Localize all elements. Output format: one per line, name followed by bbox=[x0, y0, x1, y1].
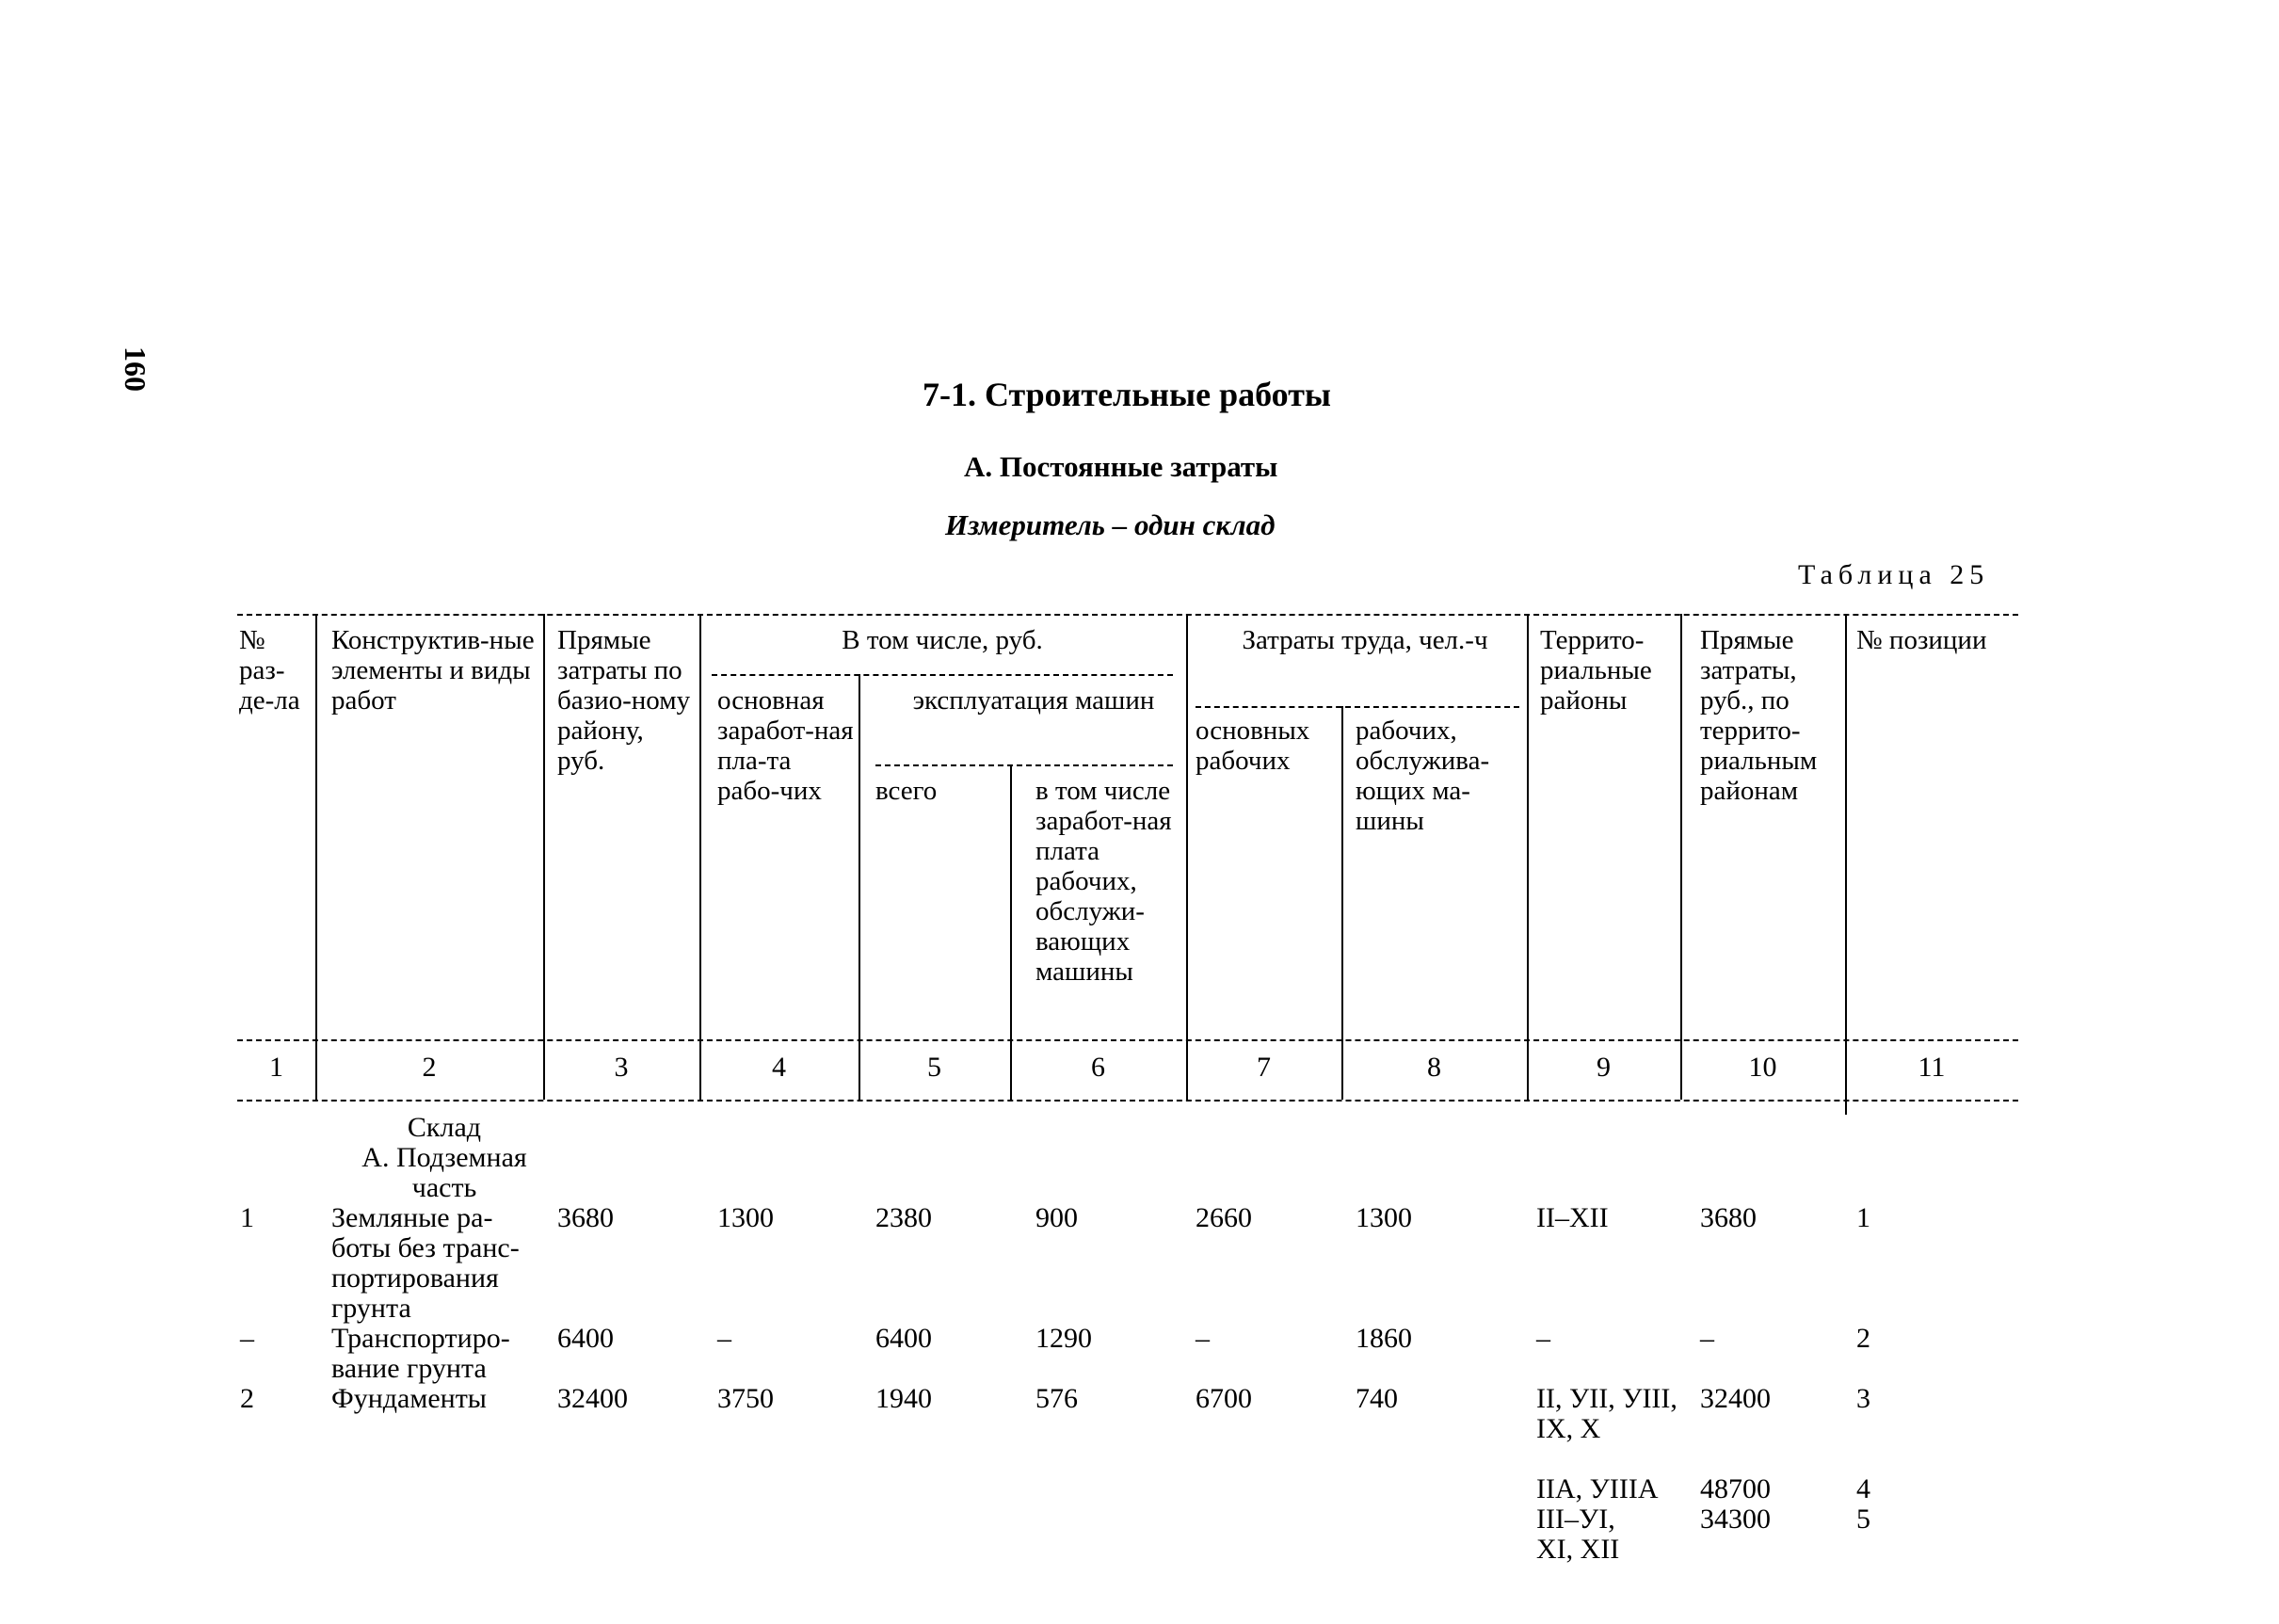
header-machines-wage: в том числе заработ-ная плата рабочих, обслужи-вающих машины bbox=[1035, 776, 1172, 987]
header-districts: Террито-риальные районы bbox=[1540, 625, 1652, 716]
row-machines-wage: 576 bbox=[1035, 1383, 1078, 1414]
colnum-bottom-rule bbox=[237, 1100, 2018, 1101]
header-group-labor: Затраты труда, чел.-ч bbox=[1242, 625, 1488, 655]
row-district: IIА, УIIIА bbox=[1536, 1473, 1659, 1504]
row-machines-total: 1940 bbox=[875, 1383, 932, 1414]
row-work-name: Транспортиро-вание грунта bbox=[331, 1323, 510, 1384]
col-number: 8 bbox=[1427, 1052, 1441, 1083]
col-divider-5 bbox=[1010, 764, 1012, 1100]
row-labor-machines: 1860 bbox=[1356, 1323, 1412, 1354]
machines-group-rule bbox=[875, 764, 1173, 766]
col-divider-6 bbox=[1186, 614, 1188, 1100]
row-district: II, УII, УIII, IX, X bbox=[1536, 1383, 1677, 1444]
row-machines-wage: 1290 bbox=[1035, 1323, 1092, 1354]
col-divider-8 bbox=[1527, 614, 1529, 1100]
rub-group-rule bbox=[712, 674, 1173, 676]
labor-group-rule bbox=[1196, 706, 1519, 708]
row-district-cost: – bbox=[1700, 1323, 1714, 1354]
row-machines-total: 6400 bbox=[875, 1323, 932, 1354]
col-number: 10 bbox=[1748, 1052, 1777, 1083]
row-district-cost: 3680 bbox=[1700, 1202, 1757, 1233]
row-labor-main: – bbox=[1196, 1323, 1210, 1354]
col-number: 4 bbox=[772, 1052, 786, 1083]
col-number: 5 bbox=[927, 1052, 941, 1083]
header-section-number: № раз-де-ла bbox=[239, 625, 300, 716]
header-main-wage: основная заработ-ная пла-та рабо-чих bbox=[717, 685, 854, 806]
row-machines-wage: 900 bbox=[1035, 1202, 1078, 1233]
col-number: 11 bbox=[1918, 1052, 1946, 1083]
row-district: III–УI, XI, XII bbox=[1536, 1503, 1620, 1565]
col-number: 6 bbox=[1091, 1052, 1105, 1083]
row-district: II–XII bbox=[1536, 1202, 1609, 1233]
row-position: 1 bbox=[1856, 1202, 1870, 1233]
col-divider-4 bbox=[859, 674, 860, 1100]
row-district-cost: 32400 bbox=[1700, 1383, 1771, 1414]
row-position: 2 bbox=[1856, 1323, 1870, 1354]
row-district-cost: 48700 bbox=[1700, 1473, 1771, 1504]
row-main-wage: – bbox=[717, 1323, 731, 1354]
col-divider-9 bbox=[1680, 614, 1682, 1100]
header-group-machines: эксплуатация машин bbox=[912, 685, 1155, 716]
row-direct-cost: 32400 bbox=[557, 1383, 628, 1414]
row-section-number: – bbox=[240, 1323, 254, 1354]
row-labor-machines: 740 bbox=[1356, 1383, 1398, 1414]
col-number: 2 bbox=[422, 1052, 437, 1083]
row-district-cost: 34300 bbox=[1700, 1503, 1771, 1535]
row-section-number: 2 bbox=[240, 1383, 254, 1414]
row-position: 5 bbox=[1856, 1503, 1870, 1535]
header-labor-machines: рабочих, обслужива-ющих ма-шины bbox=[1356, 716, 1490, 836]
header-elements: Конструктив-ные элементы и виды работ bbox=[331, 625, 535, 716]
col-number: 3 bbox=[614, 1052, 629, 1083]
header-bottom-rule bbox=[237, 1039, 2018, 1041]
col-number: 7 bbox=[1257, 1052, 1271, 1083]
measure-unit: Измеритель – один склад bbox=[945, 508, 1276, 541]
table-top-rule bbox=[237, 614, 2018, 616]
col-divider-7 bbox=[1341, 706, 1343, 1100]
header-group-rub: В том числе, руб. bbox=[842, 625, 1043, 655]
header-direct-base: Прямые затраты по базио-ному району, руб. bbox=[557, 625, 691, 776]
row-direct-cost: 6400 bbox=[557, 1323, 614, 1354]
row-main-wage: 3750 bbox=[717, 1383, 774, 1414]
row-labor-machines: 1300 bbox=[1356, 1202, 1412, 1233]
row-direct-cost: 3680 bbox=[557, 1202, 614, 1233]
header-position-number: № позиции bbox=[1856, 625, 1987, 655]
header-labor-main: основных рабочих bbox=[1196, 716, 1310, 776]
row-labor-main: 6700 bbox=[1196, 1383, 1252, 1414]
section-heading-line2: А. Подземная часть bbox=[361, 1142, 527, 1203]
page-title: 7-1. Строительные работы bbox=[923, 376, 1331, 413]
col-divider-2 bbox=[543, 614, 545, 1100]
col-divider-10 bbox=[1845, 614, 1847, 1115]
col-number: 9 bbox=[1597, 1052, 1611, 1083]
row-main-wage: 1300 bbox=[717, 1202, 774, 1233]
page-number: 160 bbox=[119, 346, 152, 392]
row-district: – bbox=[1536, 1323, 1550, 1354]
col-number: 1 bbox=[269, 1052, 283, 1083]
row-section-number: 1 bbox=[240, 1202, 254, 1233]
row-work-name: Фундаменты bbox=[331, 1383, 487, 1414]
row-labor-main: 2660 bbox=[1196, 1202, 1252, 1233]
section-heading-line1: Склад bbox=[407, 1112, 482, 1143]
header-district-costs: Прямые затраты, руб., по террито-риальным районам bbox=[1700, 625, 1818, 806]
row-work-name: Земляные ра-боты без транс-портирования грунта bbox=[331, 1202, 520, 1324]
col-divider-1 bbox=[315, 614, 317, 1100]
row-position: 4 bbox=[1856, 1473, 1870, 1504]
col-divider-3 bbox=[699, 614, 701, 1100]
row-machines-total: 2380 bbox=[875, 1202, 932, 1233]
section-subtitle: А. Постоянные затраты bbox=[964, 450, 1278, 483]
table-label: Таблица 25 bbox=[1798, 559, 1990, 590]
row-position: 3 bbox=[1856, 1383, 1870, 1414]
header-machines-total: всего bbox=[875, 776, 938, 806]
